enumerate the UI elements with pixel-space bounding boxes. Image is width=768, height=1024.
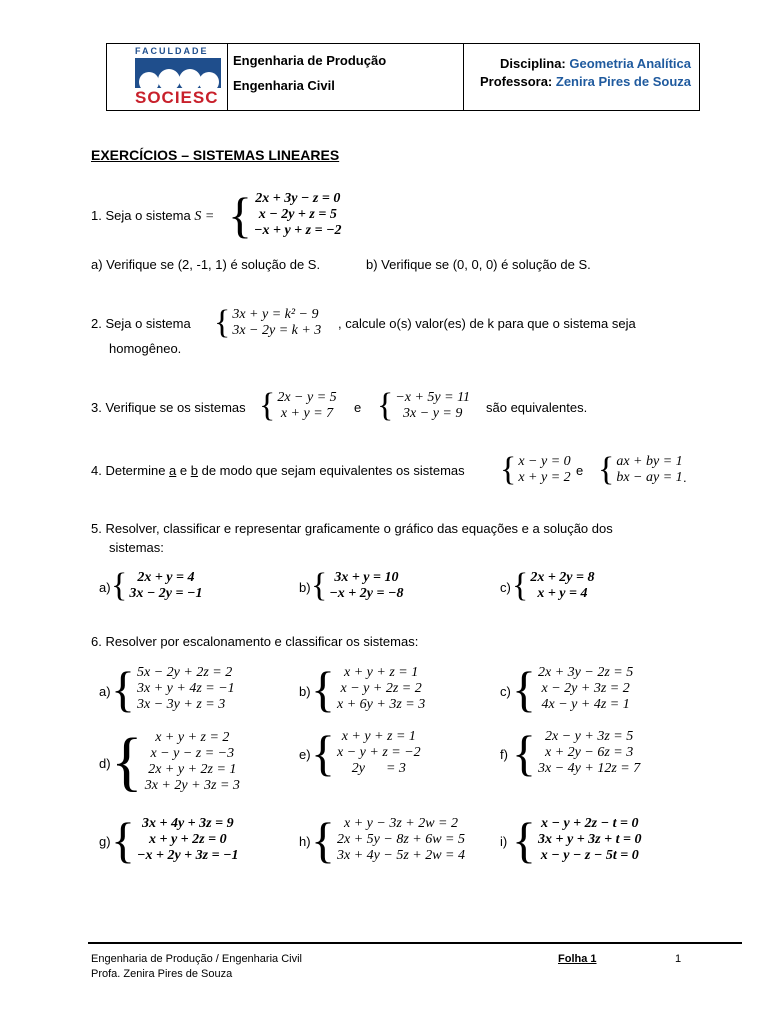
q5-c-system: [512, 569, 595, 603]
q5-a-row-2: 3x − 2y = −1: [129, 586, 203, 601]
footer-professor: Profa. Zenira Pires de Souza: [91, 968, 233, 980]
q5-c-label: c): [500, 580, 511, 595]
q2-system: [214, 306, 321, 340]
brace-icon: {: [228, 187, 252, 243]
q6-g-row-1: 3x + 4y + 3z = 9: [141, 816, 234, 831]
q1-intro: [91, 208, 214, 225]
q6-h-system: [311, 812, 466, 868]
q3-s1-row-2: x + y = 7: [280, 406, 334, 421]
footer-courses: Engenharia de Produção / Engenharia Civil: [91, 953, 302, 965]
q6-f-system: [512, 725, 641, 781]
q6-e-row-2: x − y + z = −2: [337, 745, 421, 760]
q1-system: [228, 187, 342, 243]
q1-s-symbol: S =: [194, 209, 215, 224]
q4-intro: [91, 463, 465, 478]
q6-i-row-1: x − y + 2z − t = 0: [540, 816, 639, 831]
brace-icon: {: [512, 567, 529, 604]
q6-g-label: g): [99, 834, 111, 849]
logo-sociesc-text: SOCIESC: [135, 88, 219, 107]
q5-b-row-2: −x + 2y = −8: [329, 586, 404, 601]
brace-icon: {: [598, 451, 615, 488]
q6-b-system: [311, 661, 426, 717]
q4-s1-row-2: x + y = 2: [518, 470, 571, 485]
q6-e-label: e): [299, 747, 311, 762]
q5-line1: 5. Resolver, classificar e representar graficamente o gráfico das equações e a solução dos: [91, 521, 613, 536]
q2-intro: 2. Seja o sistema: [91, 316, 191, 331]
q4-system-2: [598, 453, 683, 487]
q6-i-row-3: x − y − z − 5t = 0: [540, 848, 639, 863]
q6-d-label: d): [99, 756, 111, 771]
brace-icon: {: [214, 304, 231, 341]
q3-after: são equivalentes.: [486, 400, 588, 415]
q2-line2: homogêneo.: [109, 341, 182, 356]
q5-a-label: a): [99, 580, 111, 595]
q3-system-2: [377, 389, 470, 423]
professor-value: Zenira Pires de Souza: [555, 74, 691, 89]
q6-h-row-3: 3x + 4y − 5z + 2w = 4: [337, 848, 466, 863]
discipline-line: [500, 56, 691, 71]
professor-label: Professora:: [480, 74, 556, 89]
q6-intro: 6. Resolver por escalonamento e classificar os sistemas:: [91, 634, 419, 649]
footer-page-number: 1: [675, 953, 682, 965]
q6-g-system: [111, 812, 239, 868]
q1-intro-text: 1. Seja o sistema: [91, 208, 195, 223]
q1-row-3: −x + y + z = −2: [254, 223, 342, 238]
brace-icon: {: [111, 567, 128, 604]
logo: [107, 44, 228, 110]
brace-icon: {: [311, 812, 335, 868]
q5-c-row-1: 2x + 2y = 8: [530, 570, 595, 585]
q3-s2-row-1: −x + 5y = 11: [395, 390, 471, 405]
q6-a-row-1: 5x − 2y + 2z = 2: [137, 665, 233, 680]
brace-icon: {: [512, 812, 536, 868]
brace-icon: {: [111, 661, 135, 717]
q6-e-system: [311, 725, 421, 781]
q6-f-row-3: 3x − 4y + 12z = 7: [538, 761, 641, 776]
q6-c-label: c): [500, 684, 511, 699]
q4-intro-mid: e: [176, 463, 191, 478]
q6-f-row-1: 2x − y + 3z = 5: [545, 729, 634, 744]
q2-row-2: 3x − 2y = k + 3: [232, 323, 322, 338]
page-title: EXERCÍCIOS – SISTEMAS LINEARES: [91, 147, 340, 163]
q6-c-system: [512, 661, 634, 717]
brace-icon: {: [512, 661, 536, 717]
q6-g-row-3: −x + 2y + 3z = −1: [137, 848, 239, 863]
q6-d-system: [111, 725, 240, 798]
q6-a-row-2: 3x + y + 4z = −1: [137, 681, 235, 696]
q4-end: .: [683, 470, 687, 485]
q5-b-system: [311, 569, 403, 603]
q6-e-row-3: 2y = 3: [351, 761, 406, 776]
q4-var-a: a: [169, 463, 177, 478]
brace-icon: {: [311, 725, 335, 781]
q3-and: e: [354, 400, 362, 415]
brace-icon: {: [311, 567, 328, 604]
discipline-cell: [463, 44, 699, 110]
q6-d-row-1: x + y + z = 2: [155, 730, 230, 745]
q4-intro-post: de modo que sejam equivalentes os sistemas: [197, 463, 465, 478]
q6-h-label: h): [299, 834, 311, 849]
course-cell: [227, 44, 464, 110]
professor-line: [480, 74, 691, 89]
q6-f-label: f): [500, 747, 508, 762]
brace-icon: {: [500, 451, 517, 488]
brace-icon: {: [377, 387, 394, 424]
q6-i-label: i): [500, 834, 508, 849]
q1-item-a: a) Verifique se (2, -1, 1) é solução de S.: [91, 257, 321, 272]
q6-b-row-1: x + y + z = 1: [344, 665, 419, 680]
q6-c-row-2: x − 2y + 3z = 2: [541, 681, 630, 696]
brace-icon: {: [111, 725, 143, 798]
q4-system-1: [500, 453, 571, 487]
q6-h-row-2: 2x + 5y − 8z + 6w = 5: [337, 832, 466, 847]
course-civil: Engenharia Civil: [233, 78, 335, 93]
q2-row-1: 3x + y = k² − 9: [232, 307, 319, 322]
q4-intro-pre: 4. Determine: [91, 463, 170, 478]
q5-c-row-2: x + y = 4: [537, 586, 588, 601]
q1-row-2: x − 2y + z = 5: [258, 207, 337, 222]
q6-c-row-3: 4x − y + 4z = 1: [541, 697, 630, 712]
q6-a-row-3: 3x − 3y + z = 3: [137, 697, 226, 712]
q4-var-b: b: [190, 463, 198, 478]
q3-s2-row-2: 3x − y = 9: [403, 406, 463, 421]
q4-and: e: [576, 463, 584, 478]
q4-s2-row-2: bx − ay = 1: [616, 470, 683, 485]
q5-a-row-1: 2x + y = 4: [137, 570, 195, 585]
q6-d-row-2: x − y − z = −3: [150, 746, 235, 761]
q6-b-row-3: x + 6y + 3z = 3: [337, 697, 426, 712]
q1-item-b: b) Verifique se (0, 0, 0) é solução de S.: [366, 257, 591, 272]
brace-icon: {: [111, 812, 135, 868]
course-production: Engenharia de Produção: [233, 53, 387, 68]
brace-icon: {: [512, 725, 536, 781]
q6-c-row-1: 2x + 3y − 2z = 5: [538, 665, 634, 680]
discipline-value: Geometria Analítica: [569, 56, 691, 71]
q3-intro: 3. Verifique se os sistemas: [91, 400, 246, 415]
q6-d-row-4: 3x + 2y + 3z = 3: [144, 778, 240, 793]
q3-system-1: [259, 389, 337, 423]
logo-wave-icon: [135, 58, 221, 88]
q5-b-label: b): [299, 580, 311, 595]
q6-b-label: b): [299, 684, 311, 699]
footer-divider: [88, 942, 742, 944]
q6-b-row-2: x − y + 2z = 2: [340, 681, 422, 696]
q6-f-row-2: x + 2y − 6z = 3: [545, 745, 634, 760]
q6-g-row-2: x + y + 2z = 0: [148, 832, 227, 847]
q6-a-label: a): [99, 684, 111, 699]
q5-b-row-1: 3x + y = 10: [334, 570, 399, 585]
header-box: [106, 43, 700, 111]
brace-icon: {: [259, 387, 276, 424]
q6-d-row-3: 2x + y + 2z = 1: [148, 762, 237, 777]
q5-a-system: [111, 569, 203, 603]
discipline-label: Disciplina:: [500, 56, 570, 71]
q6-e-row-1: x + y + z = 1: [341, 729, 416, 744]
q6-h-row-1: x + y − 3z + 2w = 2: [344, 816, 459, 831]
q2-after: , calcule o(s) valor(es) de k para que o sistema seja: [338, 316, 636, 331]
q3-s1-row-1: 2x − y = 5: [277, 390, 337, 405]
brace-icon: {: [311, 661, 335, 717]
logo-faculdade-text: FACULDADE: [135, 46, 209, 56]
q1-row-1: 2x + 3y − z = 0: [255, 191, 341, 206]
q5-line2: sistemas:: [109, 540, 164, 555]
footer-sheet: Folha 1: [558, 953, 597, 965]
q6-a-system: [111, 661, 235, 717]
q4-s1-row-1: x − y = 0: [518, 454, 571, 469]
q6-i-system: [512, 812, 642, 868]
q6-i-row-2: 3x + y + 3z + t = 0: [538, 832, 642, 847]
q4-s2-row-1: ax + by = 1: [616, 454, 683, 469]
